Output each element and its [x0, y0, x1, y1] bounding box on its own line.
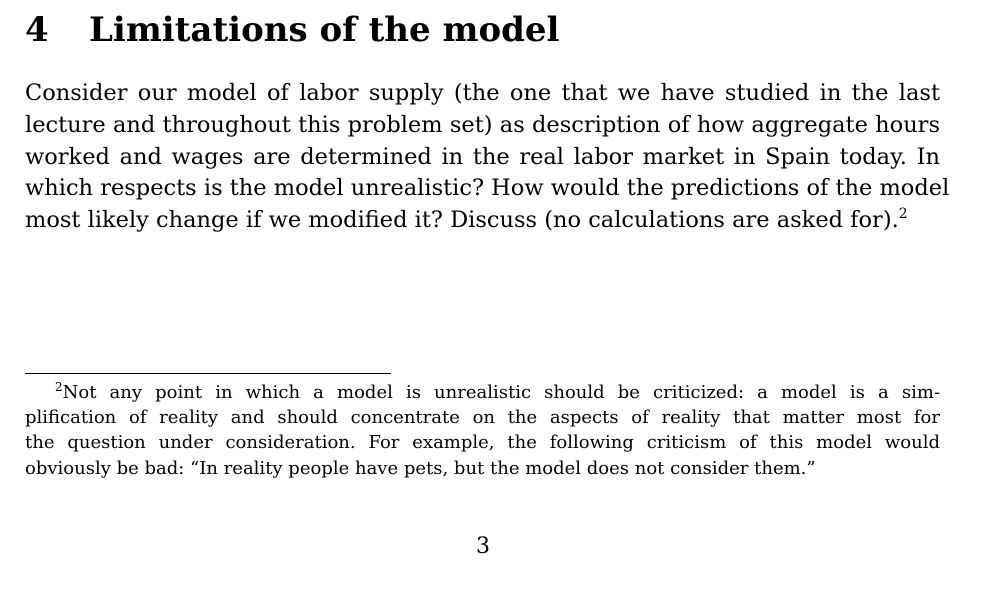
section-number: 4 [25, 10, 49, 50]
section-title: Limitations of the model [89, 10, 560, 50]
footnote-line-text: Not any point in which a model is unrealistic should be criticized: a model is a sim- [62, 382, 940, 403]
paragraph-line: lecture and throughout this problem set) as description of how aggregate hours [25, 112, 940, 138]
footnote-line: obviously be bad: “In reality people have pets, but the model does not consider them.” [25, 458, 816, 479]
footnote-line: plification of reality and should concentrate on the aspects of reality that matter most for [25, 407, 940, 428]
footnote-mark: 2 [55, 380, 63, 394]
footnote-reference[interactable]: 2 [898, 206, 908, 222]
paragraph-line: Consider our model of labor supply (the one that we have studied in the last [25, 80, 940, 106]
section-heading [25, 8, 559, 52]
footnote-separator [25, 373, 391, 374]
paragraph-line-last [25, 204, 940, 236]
paragraph-line: which respects is the model unrealistic? How would the predictions of the model [25, 175, 950, 201]
footnote-line: the question under consideration. For example, the following criticism of this model would [25, 432, 940, 453]
footnote-line-first [25, 380, 940, 405]
paragraph-line: worked and wages are determined in the real labor market in Spain today. In [25, 144, 940, 170]
page-number: 3 [476, 534, 490, 559]
paragraph-line-text: most likely change if we modified it? Discuss (no calculations are asked for). [25, 207, 899, 233]
